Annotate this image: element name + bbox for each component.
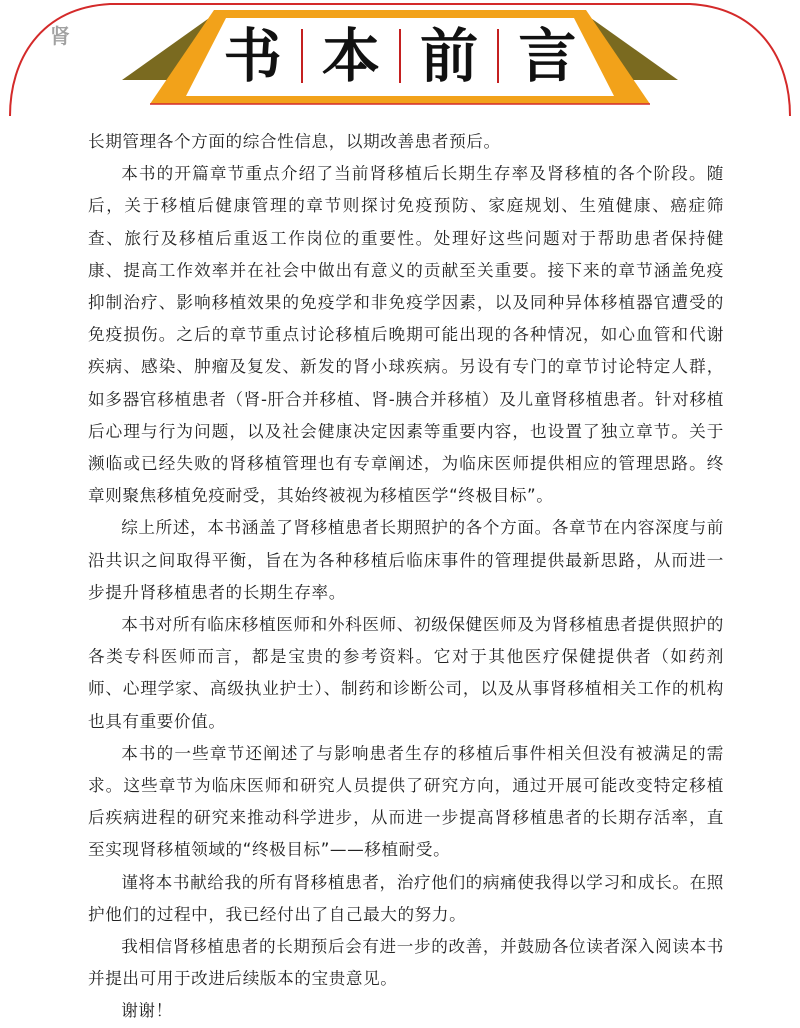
paragraph-continuation: 长期管理各个方面的综合性信息，以期改善患者预后。 (88, 132, 501, 151)
title-char-4: 言 (518, 22, 577, 90)
title-char-2: 本 (321, 22, 380, 90)
page-title (214, 14, 586, 98)
paragraph-chapter-overview: 本书的开篇章节重点介绍了当前肾移植后长期生存率及肾移植的各个阶段。随后，关于移植后健康管理的章节则探讨免疫预防、家庭规划、生殖健康、癌症筛查、旅行及移植后重返工作岗位的重要性。处理好这些问题对于帮助患者保持健康、提高工作效率并在社会中做出有意义的贡献至关重要。接下来的章节涵盖免疫抑制治疗、影响移植效果的免疫学和非免疫学因素，以及同种异体移植器官遭受的免疫损伤。之后的章节重点讨论移植后晚期可能出现的各种情况，如心血管和代谢疾病、感染、肿瘤及复发、新发的肾小球疾病。另设有专门的章节讨论特定人群，如多器官移植患者（肾-肝合并移植、肾-胰合并移植）及儿童肾移植患者。针对移植后心理与行为问题，以及社会健康决定因素等重要内容，也设置了独立章节。关于濒临或已经失败的肾移植管理也有专章阐述，为临床医师提供相应的管理思路。终章则聚焦移植免疫耐受，其始终被视为移植医学“终极目标”。 (88, 164, 724, 506)
paragraph-unmet-needs: 本书的一些章节还阐述了与影响患者生存的移植后事件相关但没有被满足的需求。这些章节为临床医师和研究人员提供了研究方向，通过开展可能改变特定移植后疾病进程的研究来推动科学进步，从而进一步提高肾移植患者的长期存活率，直至实现肾移植领域的“终极目标”——移植耐受。 (88, 743, 724, 860)
paragraph-thanks: 谢谢！ (121, 1001, 173, 1021)
title-char-3: 前 (420, 22, 479, 90)
paragraph-outlook: 我相信肾移植患者的长期预后会有进一步的改善，并鼓励各位读者深入阅读本书并提出可用于改进后续版本的宝贵意见。 (88, 937, 724, 989)
title-banner (0, 0, 800, 118)
title-divider (497, 29, 499, 83)
corner-glyph: 肾 (50, 24, 70, 48)
title-divider (399, 29, 401, 83)
paragraph-audience: 本书对所有临床移植医师和外科医师、初级保健医师及为肾移植患者提供照护的各类专科医师而言，都是宝贵的参考资料。它对于其他医疗保健提供者（如药剂师、心理学家、高级执业护士）、制药和诊断公司，以及从事肾移植相关工作的机构也具有重要价值。 (88, 615, 724, 731)
paragraph-summary: 综上所述，本书涵盖了肾移植患者长期照护的各个方面。各章节在内容深度与前沿共识之间取得平衡，旨在为各种移植后临床事件的管理提供最新思路，从而进一步提升肾移植患者的长期生存率。 (88, 518, 724, 602)
preface-body (88, 126, 724, 1028)
title-char-1: 书 (223, 22, 282, 90)
paragraph-dedication: 谨将本书献给我的所有肾移植患者，治疗他们的病痛使我得以学习和成长。在照护他们的过程中，我已经付出了自己最大的努力。 (88, 872, 724, 924)
title-divider (301, 29, 303, 83)
